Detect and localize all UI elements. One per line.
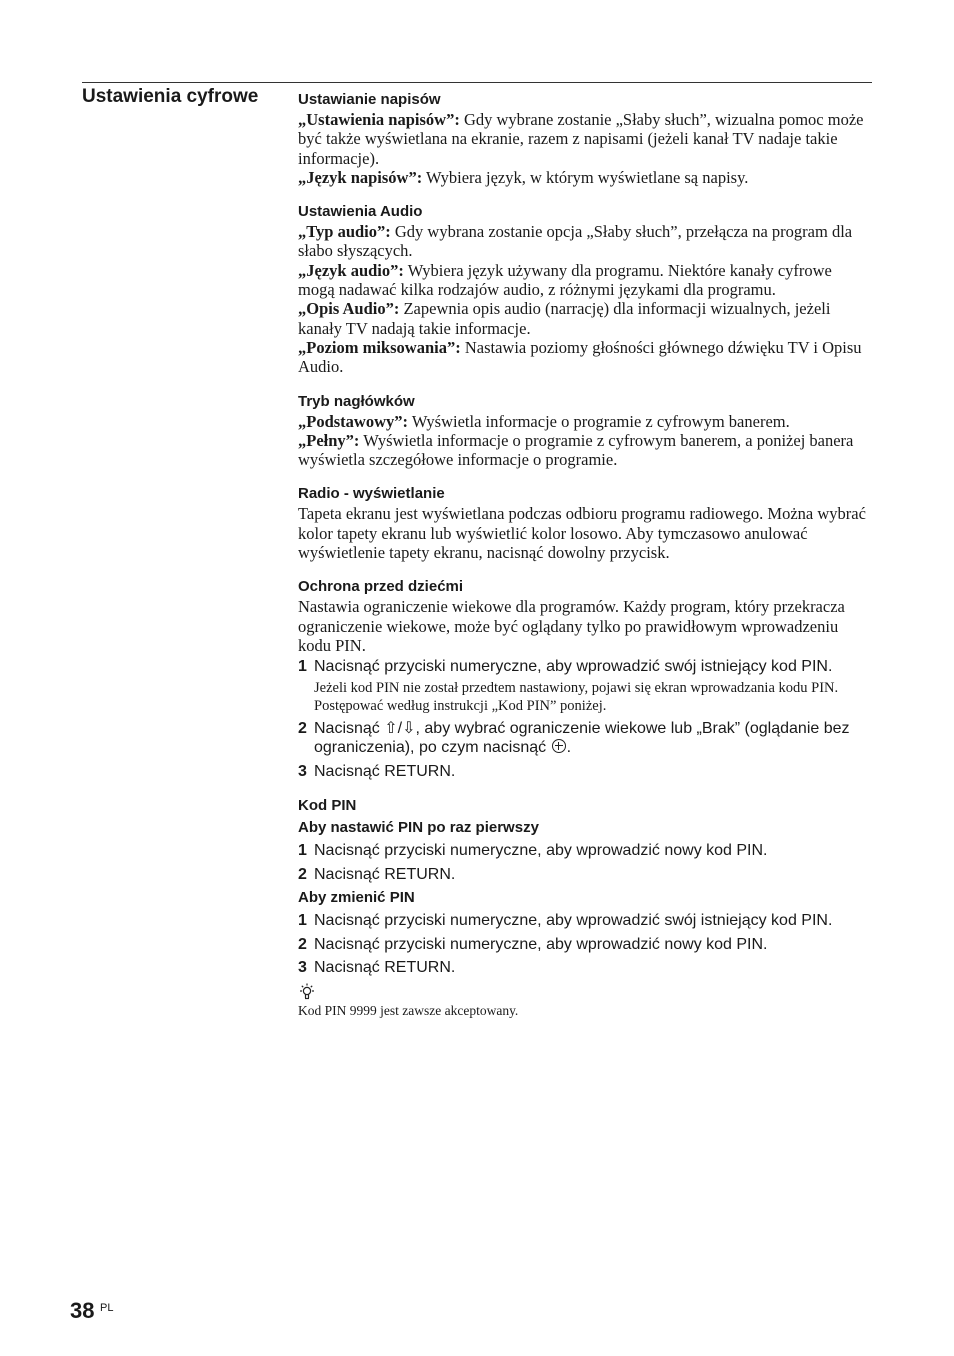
header-rule xyxy=(82,82,872,83)
section-title: Ustawienia cyfrowe xyxy=(82,86,259,107)
pin-change-subheading: Aby zmienić PIN xyxy=(298,889,415,907)
page-number: 38 xyxy=(70,1298,95,1323)
pin-change-step-3 xyxy=(298,958,872,978)
step-text: Nacisnąć RETURN. xyxy=(314,959,456,977)
pin-first-step-1 xyxy=(298,841,872,861)
lightbulb-icon xyxy=(298,982,872,1002)
main-content xyxy=(298,90,872,1034)
pin-first-step-2 xyxy=(298,865,872,885)
banner-mode-heading: Tryb nagłówków xyxy=(298,392,415,410)
mix-level-text: „Poziom miksowania”: Nastawia poziomy głośności głównego dźwięku TV i Opisu Audio. xyxy=(298,337,862,377)
parental-step-3 xyxy=(298,762,872,782)
step-number: 1 xyxy=(298,658,307,676)
parental-lock-section xyxy=(298,577,872,781)
step-text: Nacisnąć przyciski numeryczne, aby wprowadzić nowy kod PIN. xyxy=(314,935,768,953)
pin-first-time-subheading: Aby nastawić PIN po raz pierwszy xyxy=(298,819,539,837)
radio-heading: Radio - wyświetlanie xyxy=(298,485,445,503)
step-text: Nacisnąć RETURN. xyxy=(314,762,456,780)
step-number: 3 xyxy=(298,762,307,780)
subtitle-settings-text: „Ustawienia napisów”: Gdy wybrane zostanie „Słaby słuch”, wizualna pomoc może być także wyświetlana na ekranie, razem z napisami (jeżeli kanał TV nadaje takie informacje). xyxy=(298,110,864,168)
pin-section xyxy=(298,796,872,1019)
banner-mode-section xyxy=(298,392,872,470)
step-text: Nacisnąć przyciski numeryczne, aby wprowadzić nowy kod PIN. xyxy=(314,842,768,860)
audio-section xyxy=(298,202,872,376)
parental-step-2 xyxy=(298,719,872,758)
radio-section xyxy=(298,484,872,562)
subtitles-section xyxy=(298,90,872,187)
audio-type-text: „Typ audio”: Gdy wybrana zostanie opcja „Słaby słuch”, przełącza na program dla słabo słyszących. xyxy=(298,222,853,261)
pin-heading: Kod PIN xyxy=(298,797,357,815)
step-text: Nacisnąć RETURN. xyxy=(314,865,456,883)
subtitle-language-text: „Język napisów”: Wybiera język, w którym wyświetlane są napisy. xyxy=(298,167,749,187)
step-number: 2 xyxy=(298,935,307,953)
step-number: 2 xyxy=(298,865,307,883)
audio-heading: Ustawienia Audio xyxy=(298,203,423,221)
audio-description-text: „Opis Audio”: Zapewnia opis audio (narrację) dla informacji wizualnych, jeżeli kanały TV nadają takie informacje. xyxy=(298,299,831,338)
pin-change-step-1 xyxy=(298,911,872,931)
up-down-arrows-icon: ⇧/⇩ xyxy=(384,719,416,737)
step-number: 2 xyxy=(298,719,307,737)
step-text: Nacisnąć przyciski numeryczne, aby wprowadzić swój istniejący kod PIN. xyxy=(314,912,833,930)
pin-change-step-2 xyxy=(298,935,872,955)
step-text: Nacisnąć przyciski numeryczne, aby wprowadzić swój istniejący kod PIN. xyxy=(314,658,833,676)
page-language: PL xyxy=(100,1302,114,1314)
banner-full-text: „Pełny”: Wyświetla informacje o programie z cyfrowym banerem, a poniżej banera wyświetla szczegółowe informacje o programie. xyxy=(298,430,854,470)
banner-basic-text: „Podstawowy”: Wyświetla informacje o programie z cyfrowym banerem. xyxy=(298,411,790,431)
parental-lock-text: Nastawia ograniczenie wiekowe dla programów. Każdy program, który przekracza ograniczenie wiekowe, może być oglądany tylko po prawidłowym wprowadzeniu kodu PIN. xyxy=(298,597,845,655)
subtitles-heading: Ustawianie napisów xyxy=(298,91,441,108)
step-number: 1 xyxy=(298,842,307,860)
step-text: Nacisnąć ⇧/⇩, aby wybrać ograniczenie wiekowe lub „Brak” (oglądanie bez ograniczenia), po czym nacisnąć . xyxy=(314,719,850,757)
step-note: Jeżeli kod PIN nie został przedtem nastawiony, pojawi się ekran wprowadzania kodu PIN. Postępować według instrukcji „Kod PIN” poniżej. xyxy=(314,679,839,714)
tip-text: Kod PIN 9999 jest zawsze akceptowany. xyxy=(298,1002,519,1018)
radio-text: Tapeta ekranu jest wyświetlana podczas odbioru programu radiowego. Można wybrać kolor tapety ekranu lub wyświetlić kolor losowo. Aby tymczasowo anulować wyświetlenie tapety ekranu, nacisnąć dowolny przycisk. xyxy=(298,504,866,563)
audio-language-text: „Język audio”: Wybiera język używany dla programu. Niektóre kanały cyfrowe mogą nadawać kilka rodzajów audio, z różnymi językami dla programu. xyxy=(298,260,832,300)
enter-button-icon xyxy=(552,739,566,753)
parental-lock-heading: Ochrona przed dziećmi xyxy=(298,578,464,596)
parental-step-1 xyxy=(298,657,872,715)
step-number: 1 xyxy=(298,912,307,930)
step-number: 3 xyxy=(298,959,307,977)
